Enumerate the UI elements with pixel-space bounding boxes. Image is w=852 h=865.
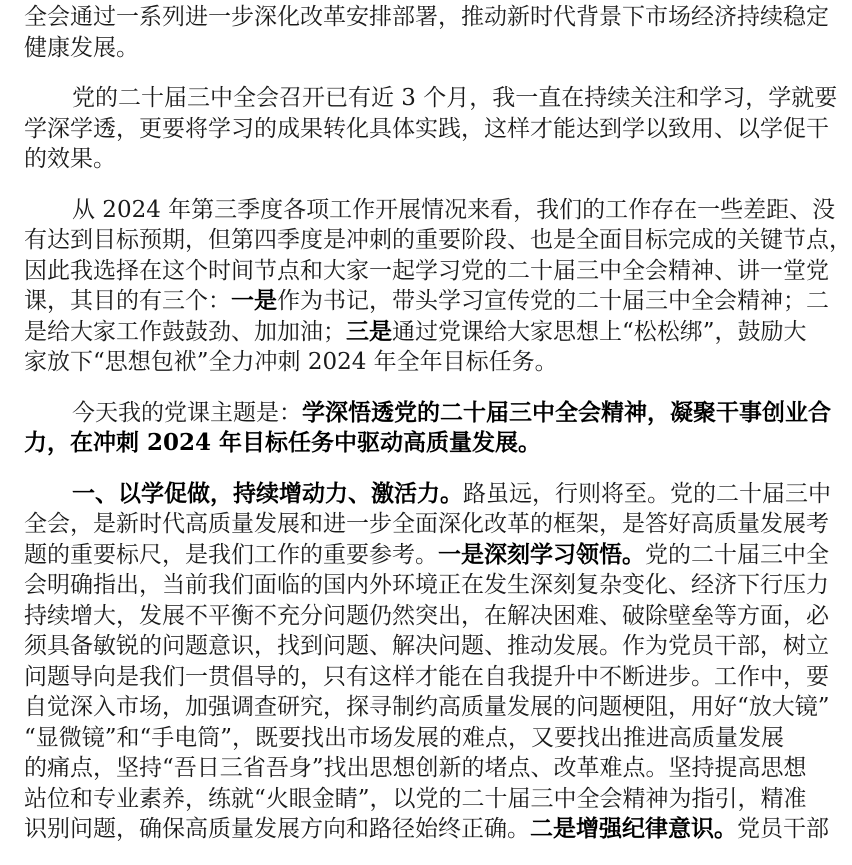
text-run: 问题导向是我们一贯倡导的，只有这样才能在自我提升中不断进步。工作中，要 (24, 663, 829, 690)
text-line (24, 540, 829, 571)
text-line (24, 601, 829, 632)
text-run: 作为书记，带头学习宣传党的二十届三中全会精神；二 (277, 288, 829, 314)
text-line (24, 114, 829, 145)
text-line (24, 398, 831, 429)
text-run: 因此我选择在这个时间节点和大家一起学习党的二十届三中全会精神、讲一堂党 (24, 257, 829, 284)
text-line (24, 225, 852, 256)
text-line (24, 570, 829, 601)
paragraph (24, 398, 831, 459)
bold-text: 力，在冲刺 2024 年目标任务中驱动高质量发展。 (24, 429, 542, 456)
text-run: 自觉深入市场，加强调查研究，探寻制约高质量发展的问题梗阻，用好“放大镜” (24, 694, 830, 720)
text-run: 的效果。 (24, 146, 116, 172)
text-run: 课，其目的有三个： (24, 288, 231, 314)
text-line (24, 256, 829, 287)
text-run: “显微镜”和“手电筒”，既要找出市场发展的难点，又要找出推进高质量发展 (24, 724, 785, 751)
text-line (24, 144, 776, 175)
text-run: 题的重要标尺，是我们工作的重要参考。 (24, 541, 438, 568)
text-line (24, 479, 831, 510)
text-run: 会明确指出，当前我们面临的国内外环境正在发生深刻复杂变化、经济下行压力 (24, 572, 829, 598)
text-run: 党员干部 (737, 816, 829, 842)
text-run: 党的二十届三中全 (645, 541, 829, 568)
text-line (24, 286, 829, 317)
bold-text: 一是深刻学习领悟。 (438, 540, 645, 568)
text-run: 党的二十届三中全会召开已有近 3 个月，我一直在持续关注和学习，学就要 (72, 85, 838, 111)
text-line (24, 195, 836, 226)
text-line (24, 631, 829, 662)
bold-text: 三是 (346, 317, 392, 345)
text-line (24, 723, 785, 754)
text-line (24, 662, 829, 693)
text-line (24, 509, 829, 540)
text-run: 全会，是新时代高质量发展和进一步全面深化改革的框架，是答好高质量发展考 (24, 511, 829, 537)
text-run: 学深学透，更要将学习的成果转化具体实践，这样才能达到学以致用、以学促干 (24, 115, 829, 142)
text-line (24, 83, 838, 114)
text-line (24, 317, 807, 348)
paragraph (24, 2, 829, 63)
text-run: 有达到目标预期，但第四季度是冲刺的重要阶段、也是全面目标完成的关键节点， (24, 227, 852, 253)
paragraph (24, 83, 838, 175)
text-line (24, 753, 807, 784)
bold-text: 二是增强纪律意识。 (530, 815, 737, 842)
text-run: 路虽远，行则将至。党的二十届三中 (463, 480, 831, 507)
text-run: 站位和专业素养，练就“火眼金睛”，以党的二十届三中全会精神为指引，精准 (24, 785, 807, 812)
text-run: 通过党课给大家思想上“松松绑”，鼓励大 (392, 318, 807, 345)
bold-text: 学深悟透党的二十届三中全会精神，凝聚干事创业合 (302, 398, 831, 426)
text-run: 持续增大，发展不平衡不充分问题仍然突出，在解决困难、破除壁垒等方面，必 (24, 602, 829, 629)
text-run: 家放下“思想包袱”全力冲刺 2024 年全年目标任务。 (24, 349, 558, 375)
text-run: 全会通过一系列进一步深化改革安排部署，推动新时代背景下市场经济持续稳定 (24, 4, 829, 30)
text-run: 须具备敏锐的问题意识，找到问题、解决问题、推动发展。作为党员干部，树立 (24, 633, 829, 659)
text-line (24, 428, 776, 459)
text-line (24, 784, 807, 815)
text-line (24, 347, 776, 378)
text-line (24, 33, 776, 64)
text-run: 今天我的党课主题是： (72, 399, 302, 426)
text-run: 从 2024 年第三季度各项工作开展情况来看，我们的工作存在一些差距、没 (72, 196, 836, 223)
text-line (24, 814, 829, 845)
text-run: 健康发展。 (24, 34, 139, 61)
text-run: 识别问题，确保高质量发展方向和路径始终正确。 (24, 816, 530, 842)
bold-text: 一、以学促做，持续增动力、激活力。 (72, 479, 463, 507)
paragraph (24, 195, 852, 378)
paragraph (24, 479, 831, 845)
text-run: 的痛点，坚持“吾日三省吾身”找出思想创新的堵点、改革难点。坚持提高思想 (24, 755, 807, 781)
text-run: 是给大家工作鼓鼓劲、加加油； (24, 318, 346, 345)
bold-text: 一是 (231, 287, 277, 314)
document-body (24, 2, 852, 865)
text-line (24, 692, 830, 723)
text-line (24, 2, 829, 33)
